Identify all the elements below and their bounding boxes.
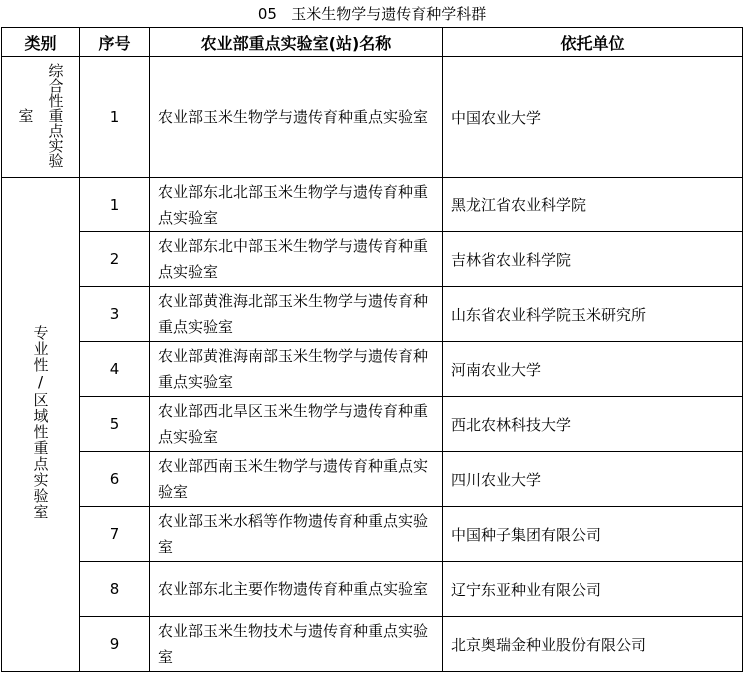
institution-cell: 四川农业大学 xyxy=(443,452,743,507)
institution-cell: 黑龙江省农业科学院 xyxy=(443,178,743,232)
seq-cell: 1 xyxy=(80,178,150,232)
table-row xyxy=(2,178,743,232)
table-row xyxy=(2,287,743,342)
institution-cell: 中国种子集团有限公司 xyxy=(443,507,743,562)
institution-cell: 山东省农业科学院玉米研究所 xyxy=(443,287,743,342)
lab-name-cell: 农业部黄淮海南部玉米生物学与遗传育种重点实验室 xyxy=(150,342,443,397)
lab-name-cell: 农业部东北北部玉米生物学与遗传育种重点实验室 xyxy=(150,178,443,232)
institution-cell: 河南农业大学 xyxy=(443,342,743,397)
header-category: 类别 xyxy=(2,28,80,57)
institution-cell: 辽宁东亚种业有限公司 xyxy=(443,562,743,617)
seq-cell: 2 xyxy=(80,232,150,287)
category-cell xyxy=(2,178,80,672)
seq-cell: 3 xyxy=(80,287,150,342)
seq-cell: 8 xyxy=(80,562,150,617)
seq-cell: 9 xyxy=(80,617,150,672)
lab-name-cell: 农业部玉米生物学与遗传育种重点实验室 xyxy=(150,57,443,178)
institution-cell: 北京奥瑞金种业股份有限公司 xyxy=(443,617,743,672)
table-row xyxy=(2,57,743,178)
header-row xyxy=(2,28,743,57)
seq-cell: 5 xyxy=(80,397,150,452)
table-row xyxy=(2,507,743,562)
table-row xyxy=(2,342,743,397)
table-caption xyxy=(2,0,743,28)
seq-cell: 1 xyxy=(80,57,150,178)
table-row xyxy=(2,452,743,507)
header-seq: 序号 xyxy=(80,28,150,57)
seq-cell: 6 xyxy=(80,452,150,507)
lab-name-cell: 农业部玉米水稻等作物遗传育种重点实验室 xyxy=(150,507,443,562)
lab-name-cell: 农业部西北旱区玉米生物学与遗传育种重点实验室 xyxy=(150,397,443,452)
seq-cell: 7 xyxy=(80,507,150,562)
institution-cell: 西北农林科技大学 xyxy=(443,397,743,452)
institution-cell: 吉林省农业科学院 xyxy=(443,232,743,287)
lab-table xyxy=(1,0,743,672)
header-name: 农业部重点实验室(站)名称 xyxy=(150,28,443,57)
category-label: 专业性/区域性重点实验室 xyxy=(31,325,50,520)
caption-title: 玉米生物学与遗传育种学科群 xyxy=(291,5,487,23)
lab-name-cell: 农业部西南玉米生物学与遗传育种重点实验室 xyxy=(150,452,443,507)
caption-row xyxy=(2,0,743,28)
category-cell xyxy=(2,57,80,178)
table-row xyxy=(2,232,743,287)
lab-name-cell: 农业部黄淮海北部玉米生物学与遗传育种重点实验室 xyxy=(150,287,443,342)
table-row xyxy=(2,397,743,452)
category-label: 综合性重点实验室 xyxy=(16,62,65,168)
seq-cell: 4 xyxy=(80,342,150,397)
table-row xyxy=(2,617,743,672)
lab-name-cell: 农业部玉米生物技术与遗传育种重点实验室 xyxy=(150,617,443,672)
institution-cell: 中国农业大学 xyxy=(443,57,743,178)
lab-name-cell: 农业部东北主要作物遗传育种重点实验室 xyxy=(150,562,443,617)
lab-name-cell: 农业部东北中部玉米生物学与遗传育种重点实验室 xyxy=(150,232,443,287)
table-row xyxy=(2,562,743,617)
header-institution: 依托单位 xyxy=(443,28,743,57)
caption-code: 05 xyxy=(257,5,277,23)
